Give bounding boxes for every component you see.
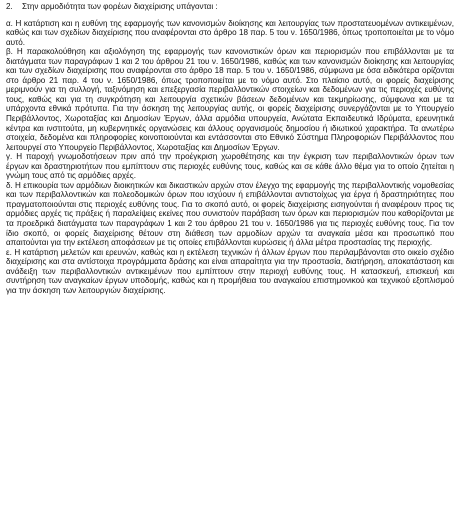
- paragraph-e: ε. Η κατάρτιση μελετών και ερευνών, καθώς και η εκτέλεση τεχνικών ή άλλων έργων που περιλαμβάνονται στο οικείο σχέδιο διαχείρισης και στα αντίστοιχα προγράμματα δράσης και είναι απαραίτητα για την προστασία, διατήρηση, αποκατάσταση και ανάδειξη των περιβαλλοντικών αντικειμένων που εμπίπτουν στην περιοχή ευθύνης τους. Η κατασκευή, επισκευή και συντήρηση των αναγκαίων έργων υποδομής, καθώς και η προμήθεια του αναγκαίου επιστημονικού και τεχνικού εξοπλισμού για την άσκηση των λειτουργιών διαχείρισης.: [6, 247, 454, 295]
- section-heading: [6, 2, 454, 12]
- section-number: 2.: [6, 2, 13, 11]
- section-title: Στην αρμοδιότητα των φορέων διαχείρισης υπάγονται :: [22, 2, 218, 11]
- paragraph-b: β. Η παρακολούθηση και αξιολόγηση της εφαρμογής των κανονιστικών όρων και περιορισμών που επιβάλλονται με τα διατάγματα των παραγράφων 1 και 2 του άρθρου 21 του ν. 1650/1986, καθώς και των κανονισμών διοίκησης και λειτουργίας και των σχεδίων διαχείρισης που αναφέρονται στο άρθρο 18 παρ. 5 του ν. 1650/1986, σύμφωνα με όσα ειδικότερα ορίζονται στο άρθρο 21 παρ. 4 του ν. 1650/1986, όπως τροποποιείται με το νόμο αυτό. Στο πλαίσιο αυτό, οι φορείς διαχείρισης μεριμνούν για τη συλλογή, ταξινόμηση και επεξεργασία περιβαλλοντικών στοιχείων και δεδομένων για τις περιοχές ευθύνης τους, καθώς και για τη συγκρότηση και λειτουργία σχετικών βάσεων δεδομένων και τεκμηρίωσης, σύμφωνα και με τα υπάρχοντα εθνικά πρότυπα. Για την άσκηση της λειτουργίας αυτής, οι φορείς διαχείρισης συνεργάζονται με το Υπουργείο Περιβάλλοντος, Χωροταξίας και Δημοσίων Έργων, άλλα αρμόδια υπουργεία, Ανώτατα Εκπαιδευτικά Ιδρύματα, ερευνητικά κέντρα και ινστιτούτα, μη κυβερνητικές οργανώσεις και άλλους οργανισμούς δημοσίου ή ιδιωτικού χαρακτήρα. Τα ανωτέρω στοιχεία, δεδομένα και πληροφορίες κοινοποιούνται και εντάσσονται στο Εθνικό Σύστημα Πληροφοριών Περιβάλλοντος που λειτουργεί στο Υπουργείο Περιβάλλοντος, Χωροταξίας και Δημοσίων Έργων.: [6, 47, 454, 152]
- paragraph-a: α. Η κατάρτιση και η ευθύνη της εφαρμογής των κανονισμών διοίκησης και λειτουργίας των προστατευομένων αντικειμένων, καθώς και των σχεδίων διαχείρισης που αναφέρονται στο άρθρο 18 παρ. 5 του ν. 1650/1986, όπως τροποποιείται με το νόμο αυτό.: [6, 18, 454, 47]
- paragraph-d: δ. Η επικουρία των αρμόδιων διοικητικών και δικαστικών αρχών στον έλεγχο της εφαρμογής της περιβαλλοντικής νομοθεσίας και των περιβαλλοντικών και πολεοδομικών όρων που ισχύουν ή επιβάλλονται αντιστοίχως για έργα ή δραστηριότητες που πραγματοποιούνται στις περιοχές ευθύνης τους. Για το σκοπό αυτό, οι φορείς διαχείρισης εισηγούνται ή αναφέρουν προς τις αρμόδιες αρχές τις πράξεις ή παραλείψεις εκείνες που συνιστούν παράβαση των όρων και περιορισμών που καθορίζονται με τα προεδρικά διατάγματα των παραγράφων 1 και 2 του άρθρου 21 του ν. 1650/1986 για τις περιοχές ευθύνης τους. Για τον ίδιο σκοπό, οι φορείς διαχείρισης θέτουν στη διάθεση των αρμοδίων αρχών τα αναγκαία μέσα και προσωπικό που απαιτούνται για την εκτέλεση αποφάσεων με τις οποίες επιβάλλονται κυρώσεις ή άλλα μέτρα προστασίας της περιοχής.: [6, 180, 454, 248]
- paragraph-c: γ. Η παροχή γνωμοδοτήσεων πριν από την προέγκριση χωροθέτησης και την έγκριση των περιβαλλοντικών όρων των έργων και δραστηριοτήτων που εμπίπτουν στις περιοχές ευθύνης τους, καθώς και σε κάθε άλλο θέμα για το οποίο ζητείται η γνώμη τους από τις αρμόδιες αρχές.: [6, 152, 454, 181]
